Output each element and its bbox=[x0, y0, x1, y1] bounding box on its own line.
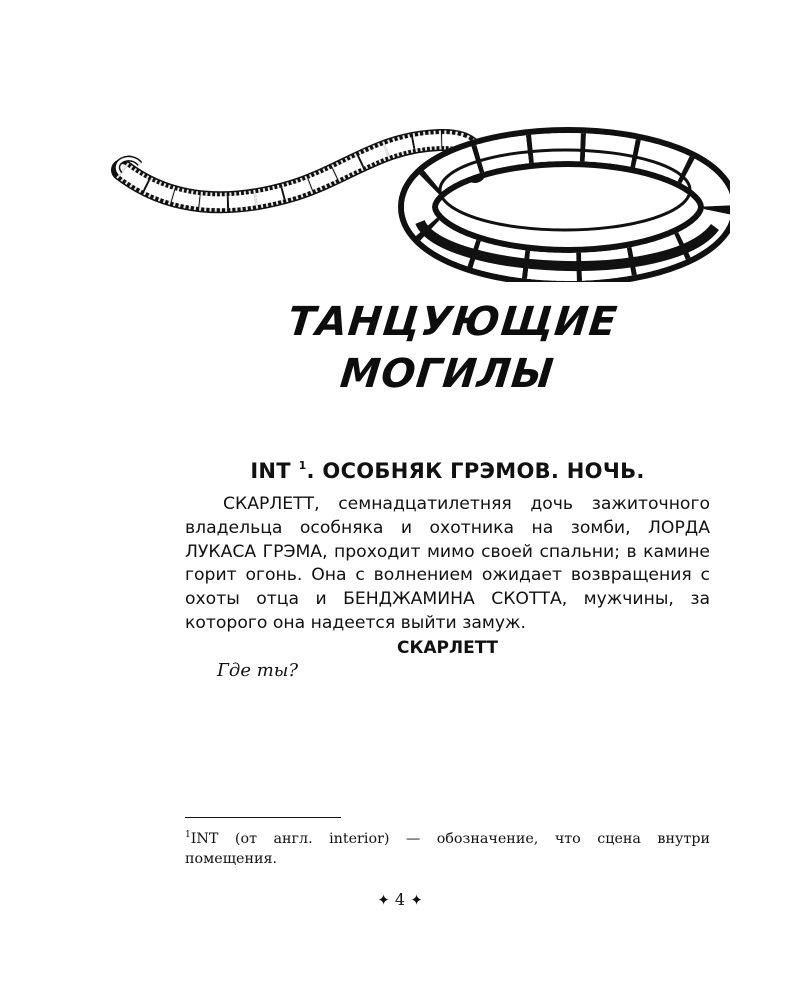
scene-heading bbox=[185, 459, 710, 483]
footnote bbox=[185, 825, 710, 869]
chapter-title-line-2: МОГИЛЫ bbox=[338, 351, 557, 397]
footnote-reference[interactable]: 1 bbox=[298, 459, 307, 472]
dialogue-line: Где ты? bbox=[217, 660, 299, 681]
chapter-title-line-1: ТАНЦУЮЩИЕ bbox=[285, 299, 620, 345]
character-name: СКАРЛЕТТ bbox=[397, 638, 498, 658]
scene-action-paragraph: СКАРЛЕТТ, семнадцатилетняя дочь зажиточного владельца особняка и охотника на зомби, ЛОРДА ЛУКАСА ГРЭМА, проходит мимо своей спальни; в камине горит огонь. Она с волнением ожидает возвращения с охоты отца и БЕНДЖАМИНА СКОТТА, мужчины, за которого она надеется выйти замуж. bbox=[185, 494, 710, 633]
page-number-block bbox=[360, 890, 440, 909]
scene-heading-location: . ОСОБНЯК ГРЭМОВ. НОЧЬ. bbox=[306, 459, 645, 483]
film-strip-icon bbox=[110, 112, 730, 282]
scene-heading-prefix: INT bbox=[250, 459, 291, 483]
footnote-divider bbox=[185, 817, 341, 818]
footnote-text: INT (от англ. interior) — обозначение, что сцена внутри помещения. bbox=[185, 831, 710, 867]
chapter-title bbox=[175, 296, 726, 400]
footnote-number: 1 bbox=[185, 830, 191, 840]
star-ornament-icon: ✦ bbox=[377, 891, 390, 909]
star-ornament-icon: ✦ bbox=[410, 891, 423, 909]
page-number: 4 bbox=[394, 890, 406, 909]
